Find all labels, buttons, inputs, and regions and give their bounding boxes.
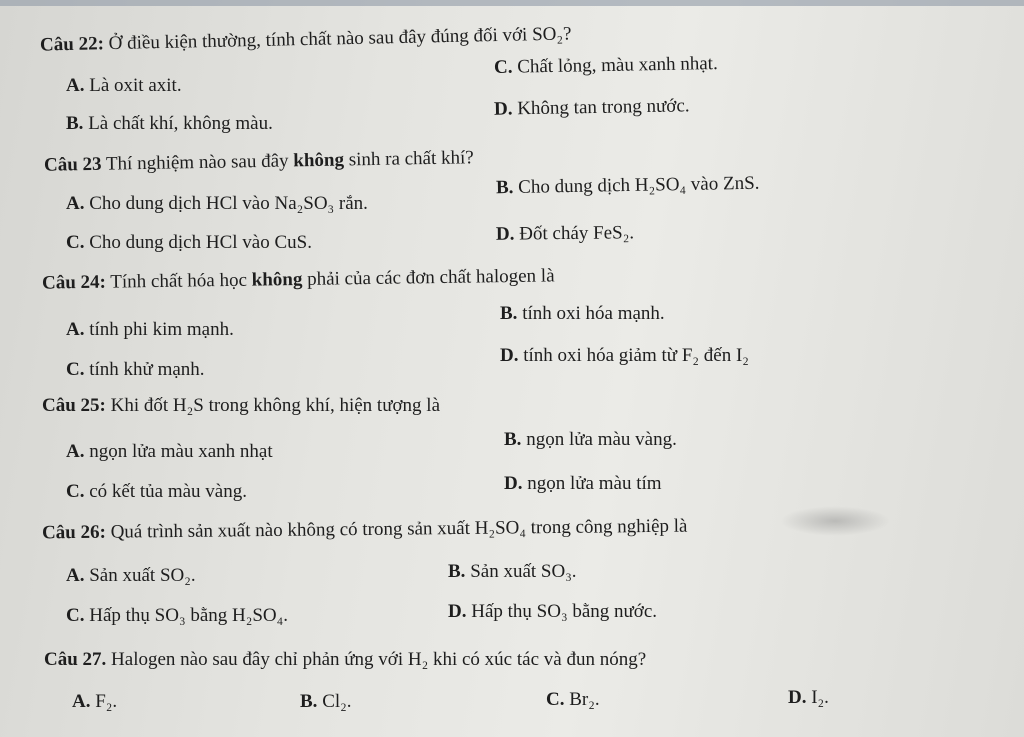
option-label: C. [66, 232, 85, 253]
option-text: Chất lỏng, màu xanh nhạt. [517, 53, 718, 78]
option-label: B. [300, 691, 318, 712]
option-label: A. [66, 319, 85, 340]
question-27 [44, 648, 646, 672]
option-24-b[interactable] [500, 302, 665, 326]
option-text: ngọn lửa màu xanh nhạt [89, 441, 273, 462]
option-25-a[interactable] [66, 440, 273, 464]
option-label: A. [66, 441, 85, 462]
option-label: C. [546, 689, 565, 710]
option-22-d[interactable] [494, 94, 690, 121]
option-text: Hấp thụ SO₃ bằng H₂SO₄. [89, 605, 289, 626]
question-text: Tính chất hóa học [110, 269, 248, 293]
option-text: tính khử mạnh. [89, 359, 205, 380]
option-27-d[interactable] [788, 686, 829, 710]
option-text: tính oxi hóa giảm từ F₂ đến I₂ [523, 345, 749, 366]
option-23-d[interactable] [496, 221, 634, 246]
option-text: Sản xuất SO₂. [89, 565, 196, 586]
question-text: Ở điều kiện thường, tính chất nào sau đây đúng đối với SO₂? [108, 23, 572, 55]
option-text: ngọn lửa màu vàng. [526, 429, 677, 450]
option-label: B. [500, 303, 518, 324]
option-26-c[interactable] [66, 604, 288, 628]
option-label: C. [66, 481, 85, 502]
question-25 [42, 394, 440, 418]
option-24-d[interactable] [500, 344, 749, 368]
option-27-a[interactable] [72, 690, 117, 714]
option-label: B. [504, 429, 522, 450]
option-label: C. [66, 605, 85, 626]
option-label: A. [66, 75, 85, 96]
question-number: Câu 22: [39, 33, 105, 56]
option-label: B. [448, 561, 466, 582]
question-text: sinh ra chất khí? [348, 147, 474, 171]
question-number: Câu 25: [42, 395, 106, 416]
question-22 [40, 22, 572, 57]
option-26-a[interactable] [66, 564, 196, 588]
option-text: ngọn lửa màu tím [527, 473, 662, 494]
option-26-b[interactable] [448, 560, 577, 584]
option-27-b[interactable] [300, 690, 352, 714]
option-text: Cho dung dịch HCl vào Na₂SO₃ rắn. [89, 193, 368, 214]
option-text: Đốt cháy FeS₂. [519, 222, 635, 245]
option-label: A. [72, 691, 91, 712]
option-text: F₂. [95, 691, 118, 712]
question-23 [44, 146, 474, 177]
option-25-d[interactable] [504, 472, 662, 496]
smudge-mark [780, 506, 890, 536]
option-label: D. [493, 98, 513, 120]
option-text: Là chất khí, không màu. [88, 113, 273, 134]
option-text: Cl₂. [322, 691, 352, 712]
question-number: Câu 23 [43, 153, 102, 176]
question-text: Halogen nào sau đây chỉ phản ứng với H₂ khi có xúc tác và đun nóng? [111, 649, 647, 670]
option-label: B. [495, 176, 514, 199]
option-text: tính oxi hóa mạnh. [522, 303, 665, 324]
option-label: C. [493, 56, 513, 78]
option-26-d[interactable] [448, 600, 657, 624]
question-24 [42, 264, 555, 295]
option-text: Cho dung dịch H₂SO₄ vào ZnS. [518, 172, 760, 198]
option-label: B. [66, 113, 84, 134]
question-number: Câu 24: [41, 271, 107, 294]
option-label: A. [66, 565, 85, 586]
question-text: Khi đốt H₂S trong không khí, hiện tượng là [110, 395, 440, 416]
question-26 [42, 515, 688, 546]
option-27-c[interactable] [546, 688, 600, 712]
option-text: Không tan trong nước. [517, 95, 690, 120]
option-text: Là oxit axit. [89, 75, 182, 96]
question-number: Câu 26: [41, 521, 106, 544]
top-edge [0, 0, 1024, 6]
option-23-a[interactable] [66, 192, 368, 216]
option-25-c[interactable] [66, 480, 247, 504]
option-label: D. [500, 345, 519, 366]
option-23-c[interactable] [66, 231, 312, 255]
option-text: Br₂. [569, 689, 600, 710]
question-emphasis: không [251, 268, 303, 291]
option-label: D. [448, 601, 467, 622]
option-text: I₂. [811, 687, 829, 708]
question-text: Quá trình sản xuất nào không có trong sản xuất H₂SO₄ trong công nghiệp là [110, 515, 688, 543]
option-label: D. [495, 223, 515, 245]
question-text: Thí nghiệm nào sau đây [105, 150, 289, 175]
option-24-c[interactable] [66, 358, 205, 382]
option-label: D. [788, 687, 807, 708]
option-22-b[interactable] [66, 112, 273, 136]
option-text: Hấp thụ SO₃ bằng nước. [471, 601, 658, 622]
question-number: Câu 27. [44, 649, 107, 670]
question-text: phải của các đơn chất halogen là [307, 265, 555, 290]
option-24-a[interactable] [66, 318, 234, 342]
option-label: D. [504, 473, 523, 494]
question-emphasis: không [293, 149, 345, 172]
option-22-a[interactable] [66, 74, 182, 98]
option-22-c[interactable] [494, 52, 718, 80]
option-25-b[interactable] [504, 428, 677, 452]
option-text: tính phi kim mạnh. [89, 319, 234, 340]
option-label: C. [66, 359, 85, 380]
option-23-b[interactable] [496, 172, 760, 201]
option-text: Sản xuất SO₃. [470, 561, 577, 582]
option-text: Cho dung dịch HCl vào CuS. [89, 232, 312, 253]
option-label: A. [66, 193, 85, 214]
option-text: có kết tủa màu vàng. [89, 481, 247, 502]
